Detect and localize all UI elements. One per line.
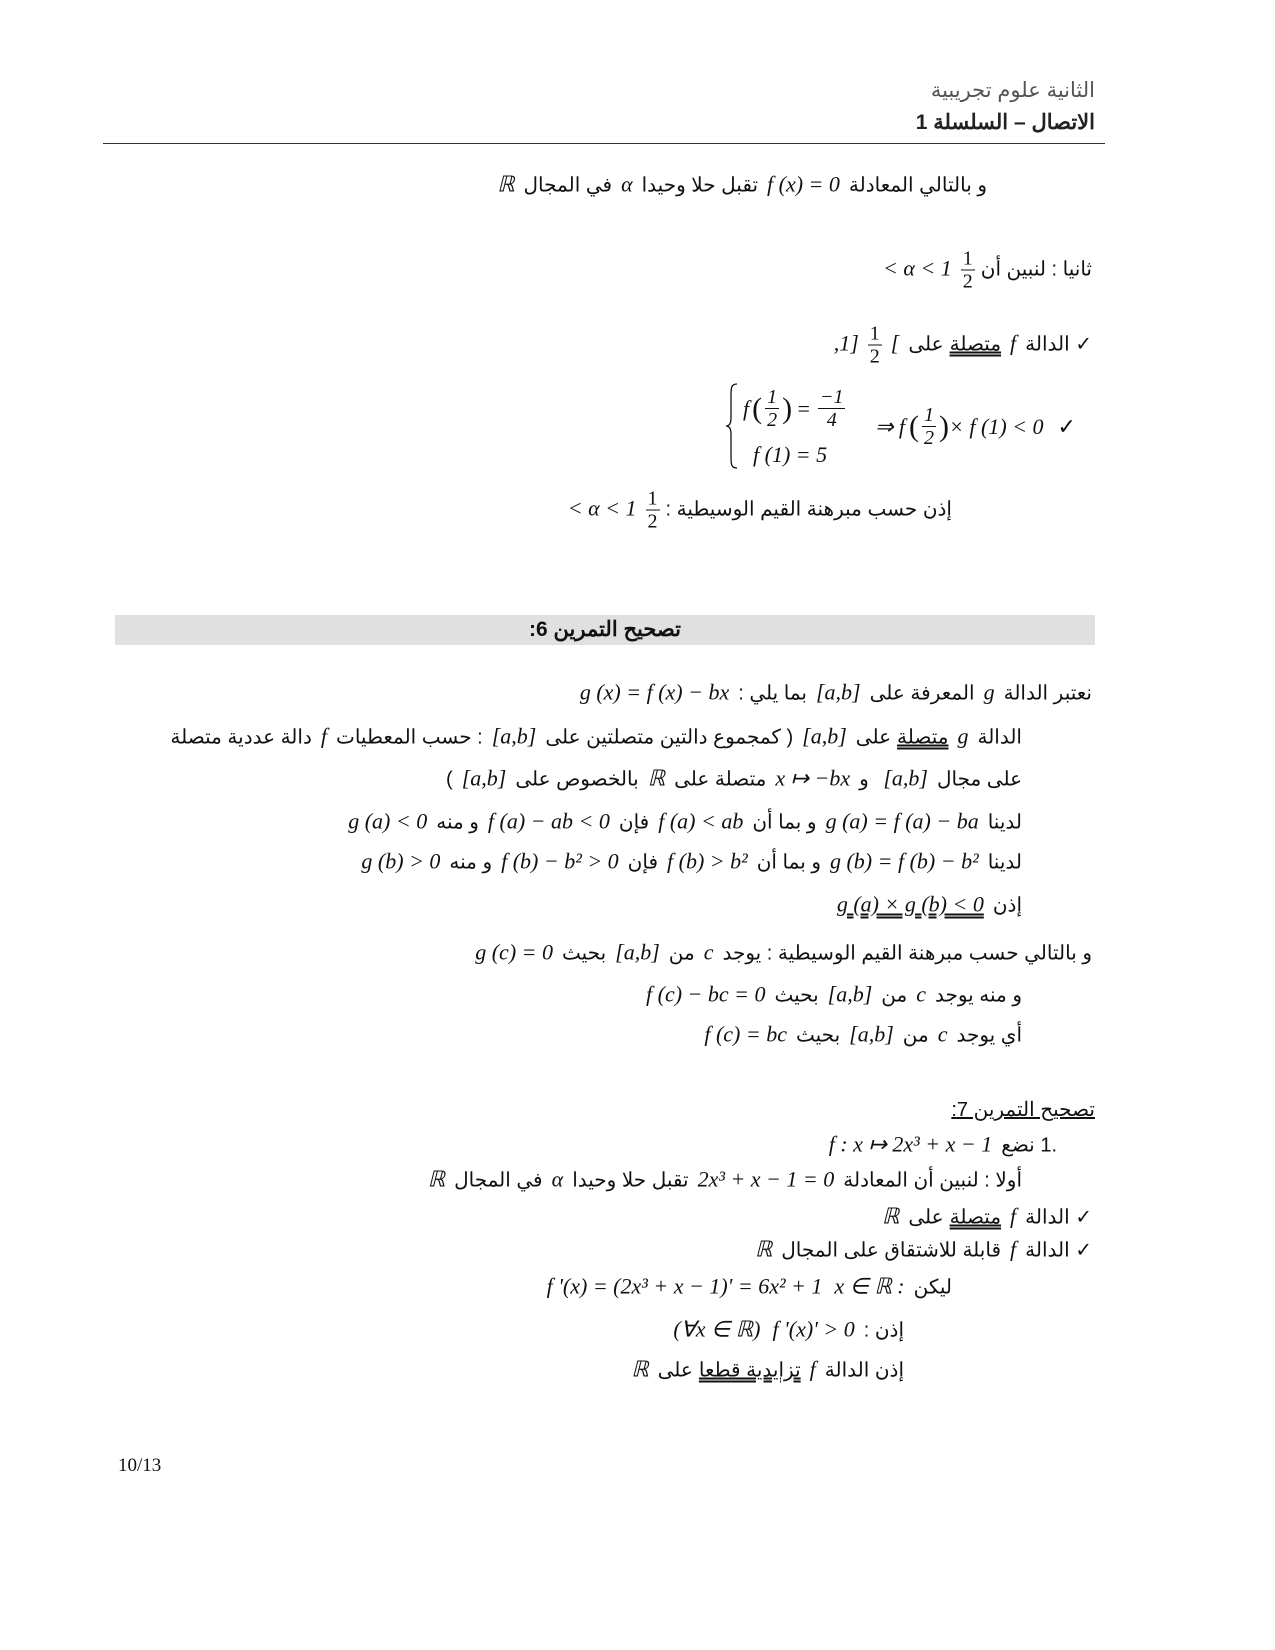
arabic-text: و منه [449,851,493,874]
text-line [625,1355,907,1386]
open-paren: ( [752,391,763,425]
text-line [342,807,1025,838]
implies-text: ⇒ f [875,413,906,439]
math-expression: [a,b] [883,765,928,791]
denominator: 4 [826,409,837,431]
product-inequality: × f (1) < 0 [949,413,1044,439]
arabic-text: الدالة [977,726,1022,749]
arabic-text: ✓ الدالة [1025,333,1092,356]
math-expression: ℝ [754,1236,773,1262]
page-number: 10/13 [118,1455,162,1476]
arabic-text: متصلة على [674,768,767,791]
arabic-text: من [668,942,695,965]
text-line [831,890,1025,921]
arabic-text: بالخصوص على [515,768,639,791]
arabic-text: إذن [992,894,1022,917]
arabic-text: و [859,768,875,791]
numerator: 1 [962,247,973,270]
inequality-system [725,382,1100,472]
math-expression: f [320,723,327,749]
arabic-text: من [902,1024,929,1047]
text-line [667,1315,907,1346]
arabic-text: بحيث [795,1024,841,1047]
math-expression: c [916,981,926,1007]
math-expression: [a,b] [461,765,507,791]
arabic-text: بحيث [774,984,819,1007]
math-expression: f '(x) = (2x³ + x − 1)' = 6x² + 1 [546,1273,823,1299]
math-expression: f (a) < ab [658,808,744,834]
text-line [877,248,1095,293]
close-paren: ) [939,409,950,443]
arabic-text: في المجال [454,1169,543,1192]
text-line [541,1272,955,1303]
math-expression: f (c) − bc = 0 [646,981,766,1007]
numerator: 1 [869,322,880,345]
denominator: 2 [647,510,658,533]
math-expression: (∀x ∈ ℝ) [673,1316,761,1342]
arabic-text: و بالتالي المعادلة [848,174,987,197]
arabic-text: تقبل حلا وحيدا [572,1169,689,1192]
arabic-text: على مجال [936,768,1022,791]
text-line [823,1130,1060,1161]
arabic-text: على [855,726,892,749]
arabic-text: متصلة [949,1206,1002,1229]
check-icon: ✓ [1057,413,1076,439]
arabic-text: و منه يوجد [934,984,1022,1007]
header-series: الاتصال – السلسلة 1 [915,111,1095,134]
f-label: f [743,395,750,421]
math-expression: [a,b] [816,679,861,705]
text-line [640,980,1025,1011]
arabic-text: و منه [436,811,479,834]
fraction [765,386,779,431]
text-line [355,847,1025,878]
math-expression: [a,b] [491,723,537,749]
arabic-text: إذن حسب مبرهنة القيم الوسيطية : [665,498,952,521]
arabic-text: .1 نضع [1001,1134,1057,1157]
open-paren: ( [909,409,920,443]
exercise6-title: تصحيح التمرين 6: [529,618,681,641]
text-line [876,1202,1095,1233]
math-expression: < α < 1 [567,495,637,521]
math-expression: g (x) = f (x) − bx [579,679,730,705]
math-expression: ℝ [881,1203,900,1229]
exercise7-title-text: تصحيح التمرين 7: [951,1099,1095,1121]
arabic-text: تقبل حلا وحيدا [641,174,759,197]
math-expression: 2x³ + x − 1 = 0 [697,1166,835,1192]
arabic-text: أولا : لنبين أن المعادلة [843,1169,1022,1192]
arabic-text: ثانيا : لنبين أن [980,258,1092,281]
arabic-text: : حسب المعطيات [336,726,483,749]
system-row-2: f (1) = 5 [753,442,828,467]
arabic-text: ( كمجموع دالتين متصلتين على [545,726,794,749]
arabic-text: في المجال [523,174,613,197]
denominator: 2 [962,270,973,293]
math-expression: f (x) = 0 [767,171,840,197]
denominator: 2 [924,427,935,449]
numerator: 1 [767,386,778,408]
text-line [562,488,955,533]
text-line [698,1020,1025,1051]
arabic-text: متصلة [949,333,1002,356]
left-brace [725,382,739,470]
math-expression: g (a) = f (a) − ba [825,808,979,834]
denominator: 2 [869,345,880,368]
math-expression: [a,b] [615,939,660,965]
exercise7-title [951,1095,1095,1125]
numerator: 1 [924,404,935,426]
math-expression: ℝ [427,1166,446,1192]
math-expression: ℝ [647,765,666,791]
text-line [443,764,1025,795]
fraction [646,488,660,533]
fraction [922,404,936,449]
system-row-1 [743,386,848,431]
math-expression: f (c) = bc [704,1021,787,1047]
arabic-text: متصلة [897,726,949,749]
math-expression: f [809,1356,816,1382]
arabic-text: ✓ الدالة [1025,1206,1092,1229]
arabic-text: بما يلي : [738,682,807,705]
math-expression: ℝ [497,171,515,197]
math-expression: α [551,1166,564,1192]
math-expression: [ [890,330,900,356]
math-expression: f '(x)' > 0 [772,1316,855,1342]
arabic-text: و بما أن [756,851,821,874]
math-expression: g (a) < 0 [348,808,428,834]
text-line [167,722,1025,753]
arabic-text: و بما أن [752,811,817,834]
arabic-text: لدينا [987,851,1022,874]
arabic-text: أي يوجد [956,1024,1022,1047]
math-expression: α [621,171,633,197]
math-expression: g (c) = 0 [475,939,553,965]
arabic-text: فإن [627,851,659,874]
arabic-text: من [881,984,908,1007]
arabic-text: إذن : [863,1319,904,1342]
arabic-text: ليكن [913,1276,952,1299]
math-expression: x ↦ −bx [775,765,851,791]
math-expression: g (b) = f (b) − b² [829,848,979,874]
text-line [574,678,1095,709]
math-expression: f [1010,1236,1017,1262]
arabic-text: بحيث [562,942,607,965]
arabic-text: و بالتالي حسب مبرهنة القيم الوسيطية : يوجد [722,942,1092,965]
math-expression: g [957,723,969,749]
header-level: الثانية علوم تجريبية [930,79,1095,102]
math-expression: c [937,1021,948,1047]
math-expression: g (a) × g (b) < 0 [836,891,984,917]
math-expression: g (b) > 0 [361,848,441,874]
math-expression: f [1010,1203,1017,1229]
denominator: 2 [767,409,778,431]
text-line [491,170,990,201]
math-expression: < α < 1 [883,255,952,281]
arabic-text: على [908,333,944,356]
close-paren: ) [782,391,793,425]
math-expression: [a,b] [849,1021,894,1047]
math-expression: x ∈ ℝ : [834,1273,905,1299]
arabic-text: دالة عددية متصلة [170,726,312,749]
text-line [749,1235,1095,1266]
arabic-text: ) [446,768,453,791]
text-line [469,938,1095,969]
math-expression: [a,b] [827,981,873,1007]
math-expression: f (b) > b² [667,848,748,874]
equals: = [796,395,811,421]
arabic-text: فإن [618,811,650,834]
arabic-text: إذن الدالة [824,1359,904,1382]
header-divider [103,143,1105,144]
math-expression: c [703,939,714,965]
fraction [868,323,882,368]
math-expression: [a,b] [802,723,847,749]
arabic-text: تزايدية قطعا [698,1359,801,1382]
arabic-text: نعتبر الدالة [1003,682,1092,705]
fraction [818,386,846,431]
math-expression: g [983,679,995,705]
arabic-text: لدينا [987,811,1022,834]
arabic-text: ✓ الدالة [1025,1239,1092,1262]
numerator: −1 [819,386,844,408]
arabic-text: قابلة للاشتقاق على المجال [781,1239,1002,1262]
math-expression: ℝ [631,1356,649,1382]
math-expression: f : x ↦ 2x³ + x − 1 [828,1131,993,1157]
arabic-text: المعرفة على [869,682,975,705]
arabic-text: على [908,1206,944,1229]
text-line [422,1165,1025,1196]
exercise6-title-band [115,615,1095,645]
text-line [828,323,1095,368]
fraction [961,248,975,293]
arabic-text: على [657,1359,693,1382]
math-expression: ,1] [833,330,859,356]
numerator: 1 [647,487,658,510]
math-expression: f (b) − b² > 0 [501,848,619,874]
system-implication [875,404,1076,449]
math-expression: f [1010,330,1017,356]
math-expression: f (a) − ab < 0 [487,808,610,834]
